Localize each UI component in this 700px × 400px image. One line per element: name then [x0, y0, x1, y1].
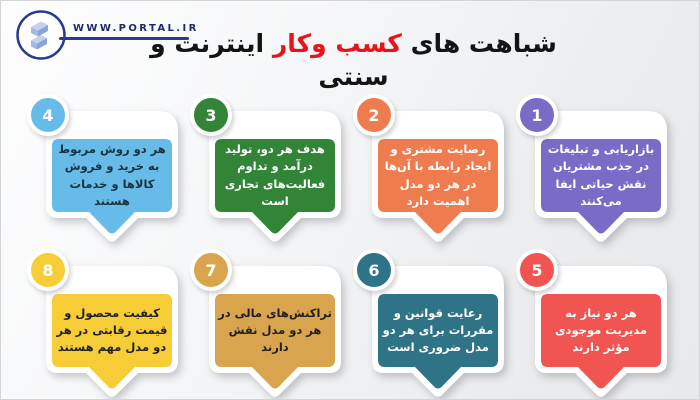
card-number-badge	[516, 249, 558, 291]
info-card-8	[42, 260, 178, 400]
info-card-1	[531, 105, 667, 251]
card-number: 1	[531, 105, 543, 125]
card-number-badge	[190, 94, 232, 136]
info-card-7	[205, 260, 341, 400]
card-text: هر دو نیاز به مدیریت موجودی مؤثر دارند	[555, 305, 647, 355]
card-number: 4	[42, 105, 54, 125]
info-card-3	[205, 105, 341, 251]
card-number: 8	[42, 260, 54, 280]
card-number: 7	[205, 260, 217, 280]
card-text: بازاریابی و تبلیغات در جذب مشتریان نقش حیاتی ایفا می‌کنند	[547, 142, 655, 208]
card-number-badge	[516, 94, 558, 136]
info-card-2	[368, 105, 504, 251]
info-card-4	[42, 105, 178, 251]
card-number: 5	[531, 260, 543, 280]
title-suffix: اینترنت و سنتی	[150, 29, 389, 91]
card-text: رضایت مشتری و ایجاد رابطه با آن‌ها در هر دو مدل اهمیت دارد	[384, 142, 492, 208]
portal-logo-icon	[15, 9, 67, 61]
card-number: 3	[205, 105, 217, 125]
card-number-badge	[353, 249, 395, 291]
logo-url-text: WWW.PORTAL.IR	[73, 23, 199, 34]
card-number-badge	[190, 249, 232, 291]
card-number: 2	[368, 105, 380, 125]
card-text: کیفیت محصول و قیمت رقابتی در هر دو مدل مهم هستند	[56, 305, 168, 355]
page-title	[116, 28, 591, 93]
info-card-5	[531, 260, 667, 400]
card-text: هر دو روش مربوط به خرید و فروش کالاها و خدمات هستند	[58, 142, 166, 208]
card-text: رعایت قوانین و مقررات برای هر دو مدل ضروری است	[382, 305, 494, 355]
info-card-6	[368, 260, 504, 400]
card-text: هدف هر دو، تولید درآمد و تداوم فعالیت‌های تجاری است	[224, 142, 326, 208]
card-number-badge	[353, 94, 395, 136]
title-highlight: کسب وکار	[272, 29, 402, 58]
card-number-badge	[27, 94, 69, 136]
card-number: 6	[368, 260, 380, 280]
card-text: تراکنش‌های مالی در هر دو مدل نقش دارند	[218, 305, 332, 355]
card-number-badge	[27, 249, 69, 291]
title-prefix: شباهت های	[410, 29, 557, 58]
